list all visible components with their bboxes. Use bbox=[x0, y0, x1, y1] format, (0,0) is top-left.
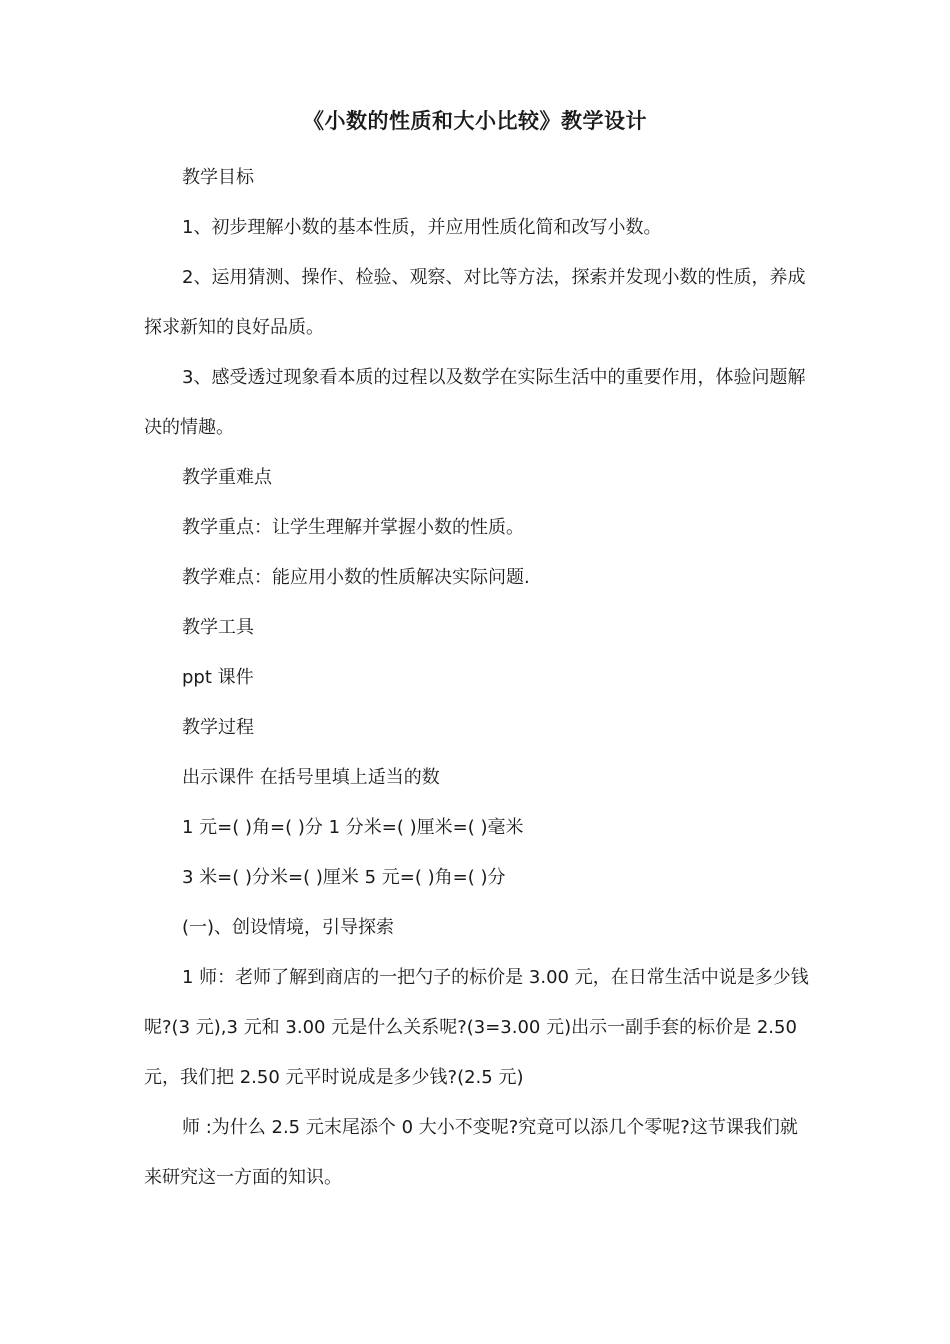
heading-teaching-tools: 教学工具 bbox=[182, 617, 254, 638]
heading-key-difficult-points: 教学重难点 bbox=[182, 467, 272, 488]
heading-teaching-process: 教学过程 bbox=[182, 717, 254, 738]
document-body bbox=[144, 153, 810, 1203]
objective-2: 2、运用猜测、操作、检验、观察、对比等方法，探索并发现小数的性质，养成探求新知的良好品质。 bbox=[144, 267, 806, 338]
document-title: 《小数的性质和大小比较》教学设计 bbox=[303, 109, 647, 133]
objective-3: 3、感受透过现象看本质的过程以及数学在实际生活中的重要作用，体验问题解决的情趣。 bbox=[144, 367, 806, 438]
teacher-paragraph-1: 1 师：老师了解到商店的一把勺子的标价是 3.00 元，在日常生活中说是多少钱呢?(3 元),3 元和 3.00 元是什么关系呢?(3=3.00 元)出示一副手套的标价是 2.50 元，我们把 2.50 元平时说成是多少钱?(2.5 元) bbox=[144, 967, 809, 1088]
tools-item: ppt 课件 bbox=[182, 667, 254, 688]
difficult-point: 教学难点：能应用小数的性质解决实际问题. bbox=[182, 567, 530, 588]
section-heading-1: (一)、创设情境，引导探索 bbox=[182, 917, 395, 938]
teacher-paragraph-2: 师 :为什么 2.5 元末尾添个 0 大小不变呢?究竟可以添几个零呢?这节课我们就来研究这一方面的知识。 bbox=[144, 1117, 798, 1188]
objective-1: 1、初步理解小数的基本性质，并应用性质化简和改写小数。 bbox=[182, 217, 662, 238]
process-intro: 出示课件 在括号里填上适当的数 bbox=[182, 767, 440, 788]
heading-teaching-objectives: 教学目标 bbox=[182, 167, 254, 188]
exercise-line-1: 1 元=( )角=( )分 1 分米=( )厘米=( )毫米 bbox=[182, 817, 524, 838]
key-point: 教学重点：让学生理解并掌握小数的性质。 bbox=[182, 517, 524, 538]
exercise-line-2: 3 米=( )分米=( )厘米 5 元=( )角=( )分 bbox=[182, 867, 506, 888]
